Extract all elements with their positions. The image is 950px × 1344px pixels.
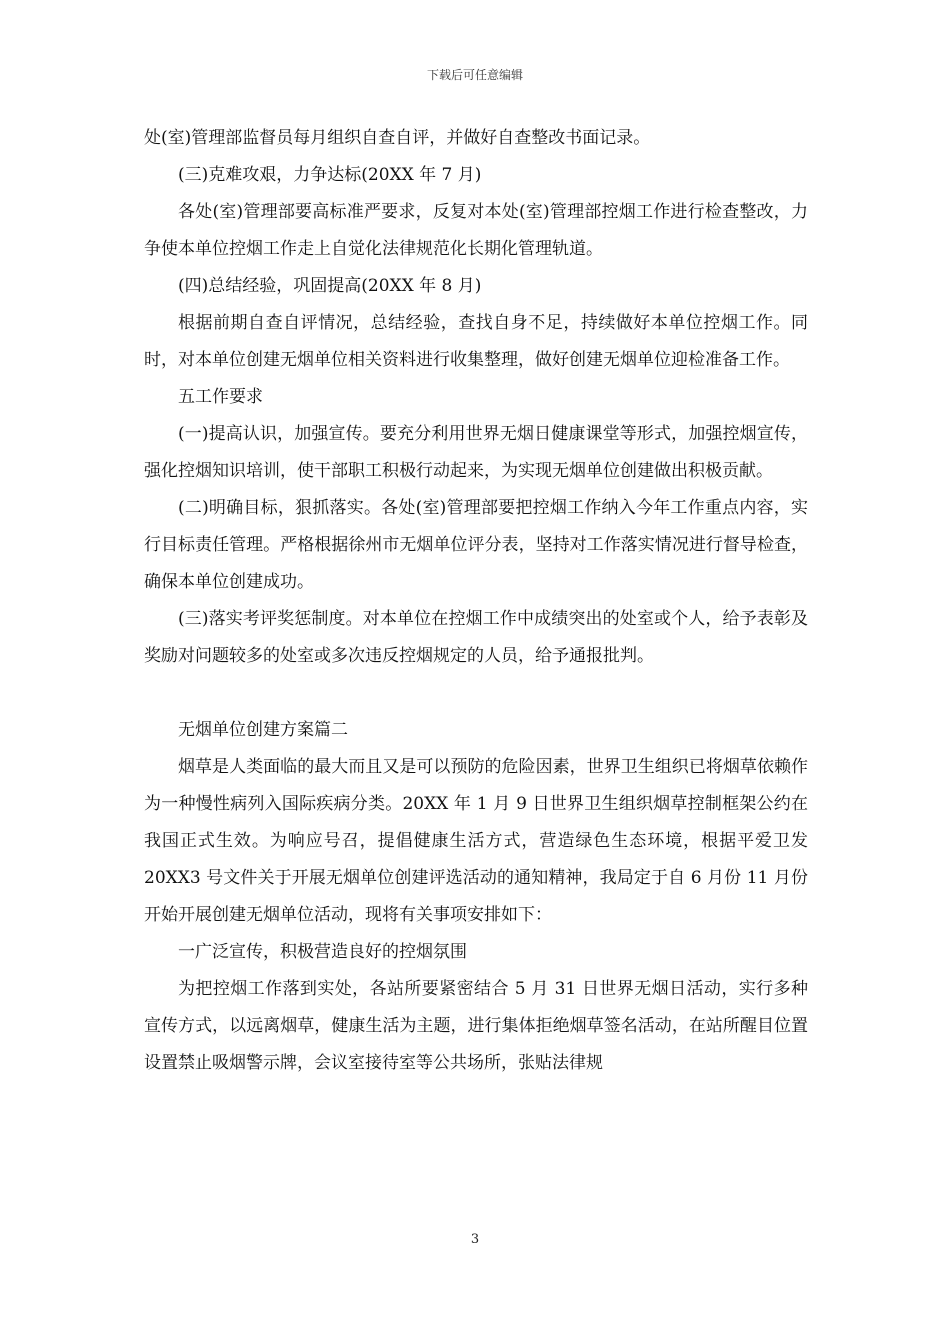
paragraph: (一)提高认识，加强宣传。要充分利用世界无烟日健康课堂等形式，加强控烟宣传，强化控烟知识培训，使干部职工积极行动起来，为实现无烟单位创建做出积极贡献。 <box>144 424 808 481</box>
section-heading: (三)克难攻艰，力争达标(20XX 年 7 月) <box>178 165 482 185</box>
paragraph: (二)明确目标，狠抓落实。各处(室)管理部要把控烟工作纳入今年工作重点内容，实行目标责任管理。严格根据徐州市无烟单位评分表，坚持对工作落实情况进行督导检查，确保本单位创建成功。 <box>144 498 808 592</box>
paragraph: 为把控烟工作落到实处，各站所要紧密结合 5 月 31 日世界无烟日活动，实行多种宣传方式，以远离烟草，健康生活为主题，进行集体拒绝烟草签名活动，在站所醒目位置设置禁止吸烟警示牌，会议室接待室等公共场所，张贴法律规 <box>144 979 808 1073</box>
paragraph: 处(室)管理部监督员每月组织自查自评，并做好自查整改书面记录。 <box>144 128 651 148</box>
document-body <box>144 120 808 1082</box>
paragraph: 烟草是人类面临的最大而且又是可以预防的危险因素，世界卫生组织已将烟草依赖作为一种慢性病列入国际疾病分类。20XX 年 1 月 9 日世界卫生组织烟草控制框架公约在我国正式生效。为响应号召，提倡健康生活方式，营造绿色生态环境，根据平爱卫发 20XX3 号文件关于开展无烟单位创建评选活动的通知精神，我局定于自 6 月份 11 月份开始开展创建无烟单位活动，现将有关事项安排如下： <box>144 757 808 925</box>
paragraph: (三)落实考评奖惩制度。对本单位在控烟工作中成绩突出的处室或个人，给予表彰及奖励对问题较多的处室或多次违反控烟规定的人员，给予通报批判。 <box>144 609 808 666</box>
section-heading: (四)总结经验，巩固提高(20XX 年 8 月) <box>178 276 482 296</box>
blank-line <box>144 675 808 712</box>
paragraph: 各处(室)管理部要高标准严要求，反复对本处(室)管理部控烟工作进行检查整改，力争使本单位控烟工作走上自觉化法律规范化长期化管理轨道。 <box>144 202 808 259</box>
page-number: 3 <box>470 1232 480 1247</box>
section-heading: 五工作要求 <box>178 387 263 407</box>
section-heading: 一广泛宣传，积极营造良好的控烟氛围 <box>178 942 467 962</box>
paragraph: 根据前期自查自评情况，总结经验，查找自身不足，持续做好本单位控烟工作。同时，对本单位创建无烟单位相关资料进行收集整理，做好创建无烟单位迎检准备工作。 <box>144 313 808 370</box>
page-header: 下载后可任意编辑 <box>426 68 523 82</box>
section-title: 无烟单位创建方案篇二 <box>178 720 348 740</box>
